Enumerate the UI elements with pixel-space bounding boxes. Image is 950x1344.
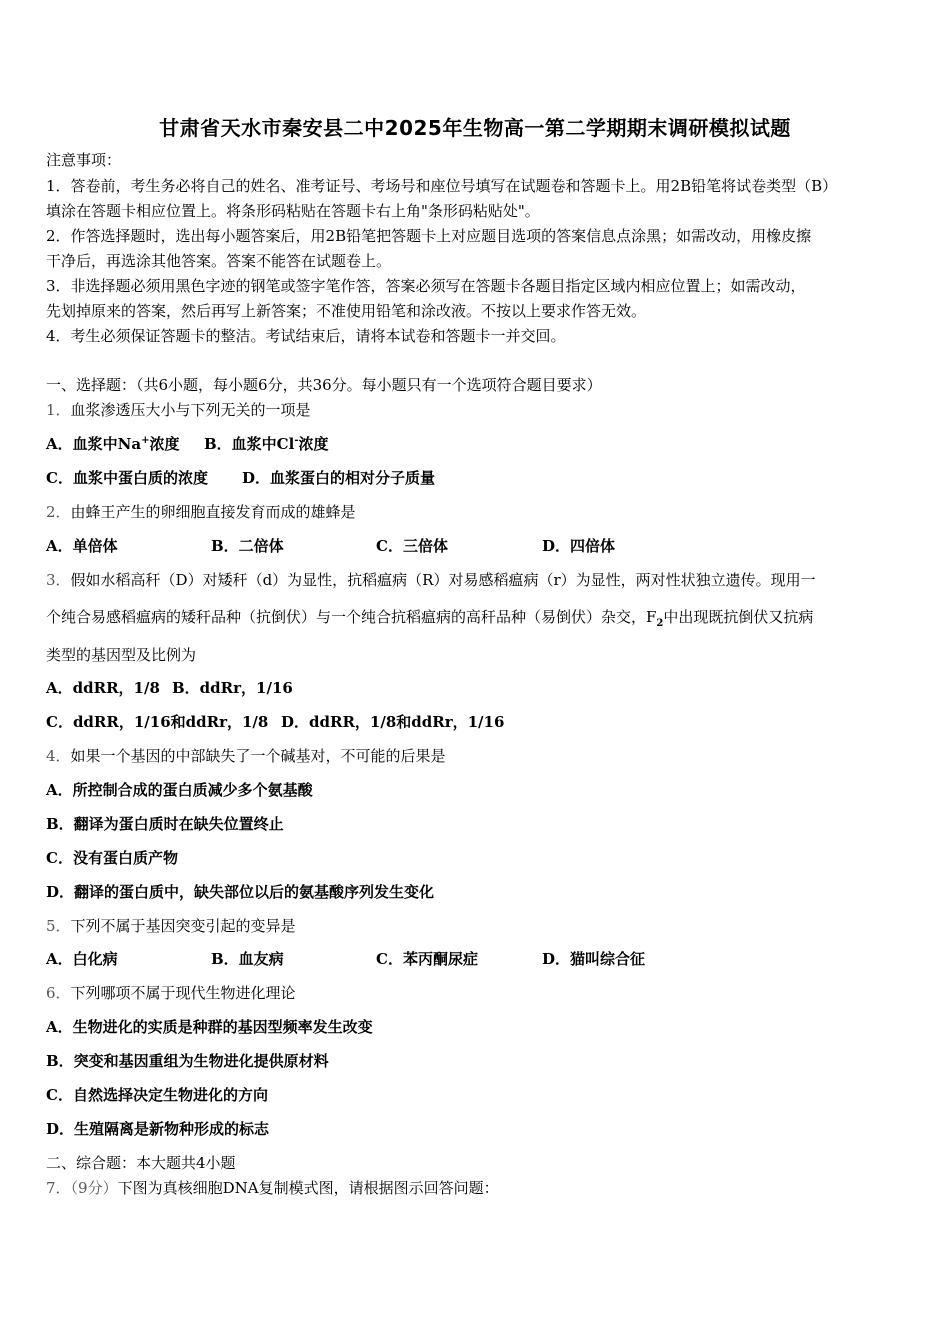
question-5	[46, 916, 296, 936]
q3-options-cd	[46, 712, 504, 732]
question-3-line2: 个纯合易感稻瘟病的矮秆品种（抗倒伏）与一个纯合抗稻瘟病的高秆品种（易倒伏）杂交，$F_2$中出现既抗倒伏又抗病	[46, 608, 814, 629]
question-3	[46, 570, 816, 590]
option-a: A．ddRR，1/8	[46, 679, 160, 697]
option-c: C．三倍体	[376, 537, 448, 555]
option-d: D．ddRR，1/8和ddRr，1/16	[281, 713, 505, 731]
question-score: （9分）	[70, 1179, 118, 1197]
option-a: A．所控制合成的蛋白质减少多个氨基酸	[46, 781, 313, 799]
option-d: D．四倍体	[542, 537, 616, 555]
option-b: B．血浆中Cl-浓度	[204, 435, 329, 453]
option-d: D．猫叫综合征	[542, 950, 646, 968]
q1-options-ab	[46, 434, 329, 454]
question-1	[46, 400, 311, 420]
option-a: A．单倍体	[46, 537, 118, 555]
option-a: A．白化病	[46, 950, 118, 968]
section2-heading: 二、综合题：本大题共4小题	[46, 1154, 236, 1172]
question-4	[46, 746, 446, 766]
option-c: C．没有蛋白质产物	[46, 849, 178, 867]
option-b: B．翻译为蛋白质时在缺失位置终止	[46, 815, 284, 833]
section1-heading: 一、选择题：（共6小题，每小题6分，共36分。每小题只有一个选项符合题目要求）	[46, 376, 602, 394]
option-b: B．二倍体	[211, 537, 284, 555]
question-3-line3: 类型的基因型及比例为	[46, 646, 197, 664]
question-number: 4．	[46, 747, 71, 765]
notice-heading: 注意事项：	[46, 151, 122, 169]
page-title: 甘肃省天水市秦安县二中2025年生物高一第二学期期末调研模拟试题	[159, 116, 791, 140]
option-d: D．翻译的蛋白质中，缺失部位以后的氨基酸序列发生变化	[46, 883, 435, 901]
question-7	[46, 1178, 499, 1198]
question-number: 6．	[46, 984, 71, 1002]
question-number: 3．	[46, 571, 71, 589]
question-stem: 假如水稻高秆（D）对矮秆（d）为显性，抗稻瘟病（R）对易感稻瘟病（r）为显性，两对性状独立遗传。现用一	[70, 571, 816, 589]
option-d: D．生殖隔离是新物种形成的标志	[46, 1120, 270, 1138]
notice-line: 干净后，再选涂其他答案。答案不能答在试题卷上。	[46, 252, 392, 270]
question-stem: 血浆渗透压大小与下列无关的一项是	[70, 401, 311, 419]
question-number: 7．	[46, 1179, 71, 1197]
option-c: C．苯丙酮尿症	[376, 950, 478, 968]
option-b: B．ddRr，1/16	[172, 679, 293, 697]
option-d: D．血浆蛋白的相对分子质量	[242, 469, 436, 487]
question-number: 1．	[46, 401, 71, 419]
q5-options	[46, 949, 645, 969]
question-stem: 由蜂王产生的卵细胞直接发育而成的雄蜂是	[70, 503, 356, 521]
q2-options	[46, 536, 615, 556]
option-c: C．自然选择决定生物进化的方向	[46, 1086, 268, 1104]
option-b: B．血友病	[211, 950, 284, 968]
q3-options-ab	[46, 678, 293, 698]
question-number: 2．	[46, 503, 71, 521]
option-c: C．血浆中蛋白质的浓度	[46, 469, 208, 487]
question-number: 5．	[46, 917, 71, 935]
question-stem: 下列不属于基因突变引起的变异是	[70, 917, 296, 935]
option-b: B．突变和基因重组为生物进化提供原材料	[46, 1052, 329, 1070]
notice-line: 4．考生必须保证答题卡的整洁。考试结束后，请将本试卷和答题卡一并交回。	[46, 327, 566, 345]
option-a: A．血浆中Na+浓度	[46, 435, 180, 453]
notice-line: 2．作答选择题时，选出每小题答案后，用2B铅笔把答题卡上对应题目选项的答案信息点涂黑；如需改动，用橡皮擦	[46, 227, 812, 245]
q1-options-cd	[46, 468, 435, 488]
notice-line: 填涂在答题卡相应位置上。将条形码粘贴在答题卡右上角"条形码粘贴处"。	[46, 202, 540, 220]
option-c: C．ddRR，1/16和ddRr，1/8	[46, 713, 269, 731]
option-a: A．生物进化的实质是种群的基因型频率发生改变	[46, 1018, 373, 1036]
question-stem: 如果一个基因的中部缺失了一个碱基对，不可能的后果是	[70, 747, 446, 765]
notice-line: 先划掉原来的答案，然后再写上新答案；不准使用铅笔和涂改液。不按以上要求作答无效。	[46, 302, 647, 320]
notice-line: 3．非选择题必须用黑色字迹的钢笔或签字笔作答，答案必须写在答题卡各题目指定区域内相应位置上；如需改动，	[46, 277, 806, 295]
question-6	[46, 983, 296, 1003]
notice-line: 1．答卷前，考生务必将自己的姓名、准考证号、考场号和座位号填写在试题卷和答题卡上。用2B铅笔将试卷类型（B）	[46, 177, 838, 195]
question-stem: 下图为真核细胞DNA复制模式图，请根据图示回答问题：	[117, 1179, 499, 1197]
question-2	[46, 502, 356, 522]
question-stem: 下列哪项不属于现代生物进化理论	[70, 984, 296, 1002]
